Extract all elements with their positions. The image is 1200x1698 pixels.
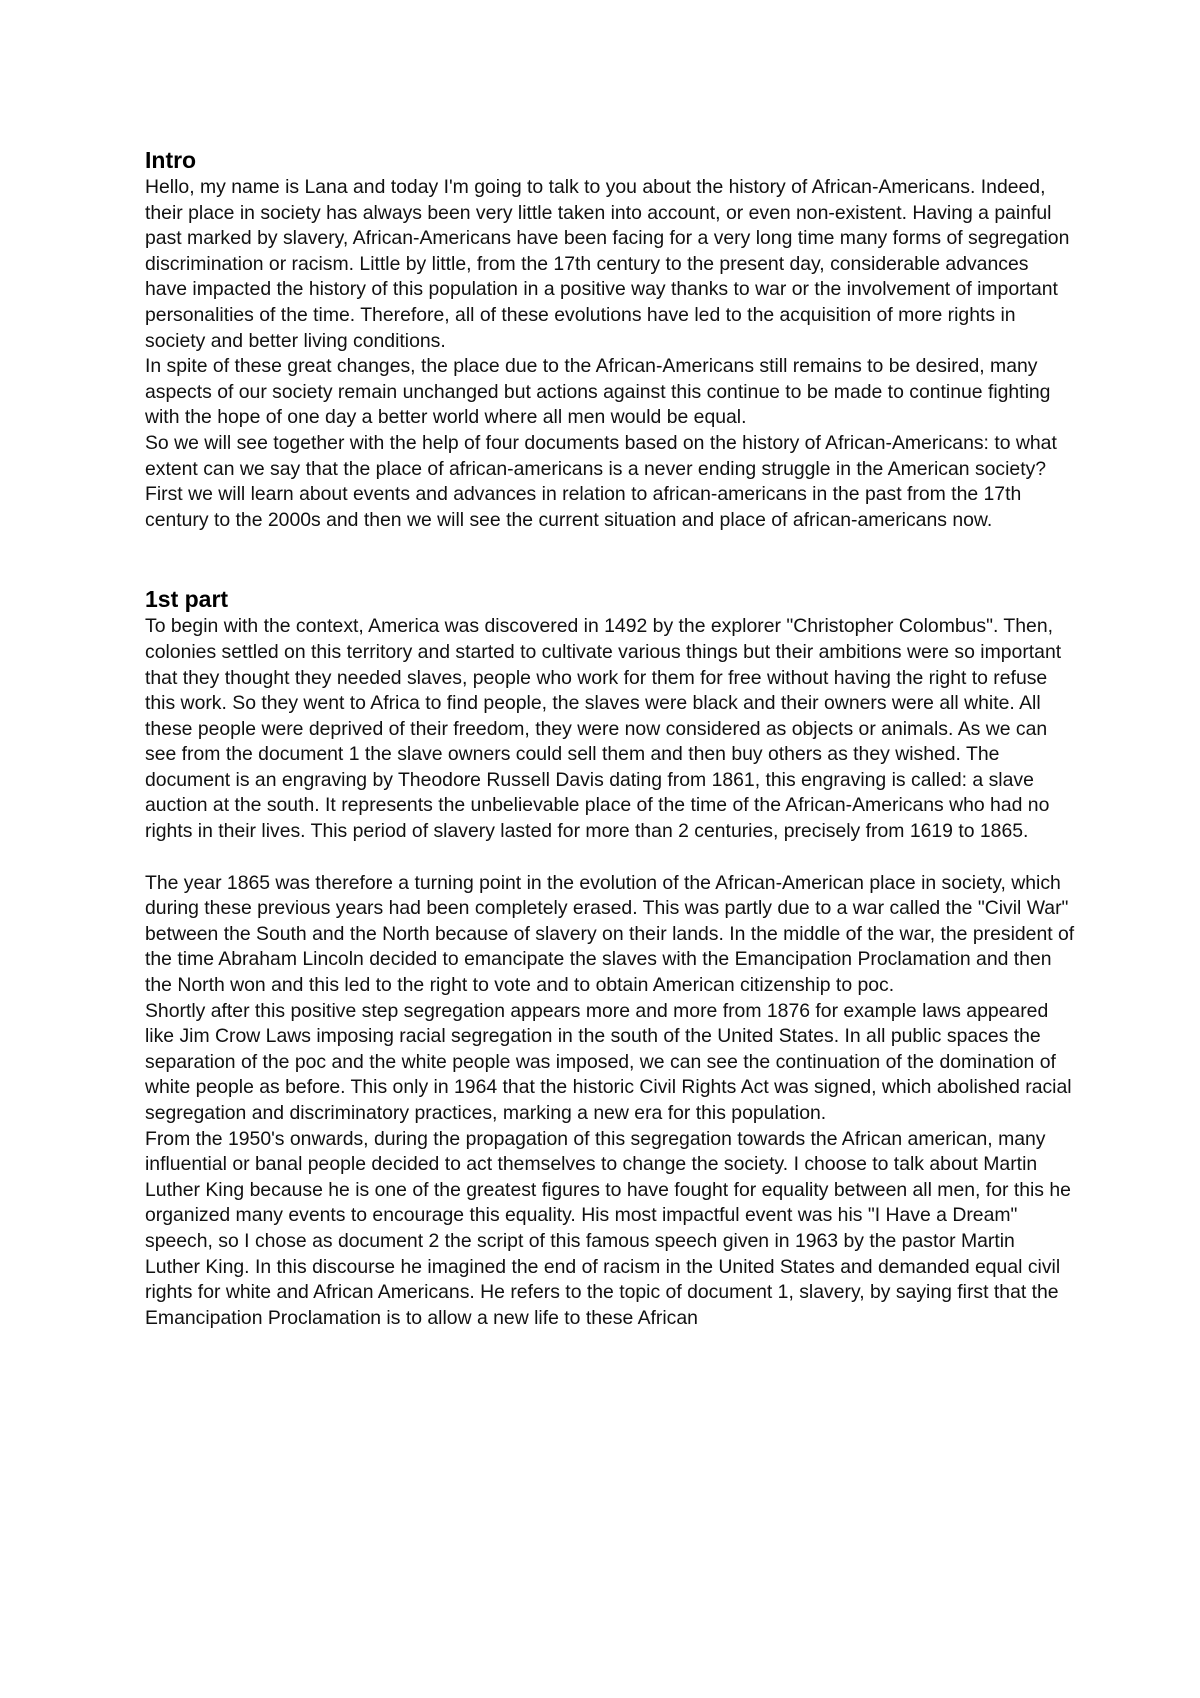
- first-part-paragraph-3: Shortly after this positive step segregation appears more and more from 1876 for example laws appeared like Jim Crow Laws imposing racial segregation in the south of the United States. In all public spaces the separation of the poc and the white people was imposed, we can see the continuation of the domination of white people as before. This only in 1964 that the historic Civil Rights Act was signed, which abolished racial segregation and discriminatory practices, marking a new era for this population.: [145, 999, 1072, 1124]
- paragraph-spacer: [145, 845, 1075, 871]
- intro-heading: Intro: [145, 147, 197, 173]
- first-part-heading: 1st part: [145, 586, 229, 613]
- intro-paragraph-2: In spite of these great changes, the place due to the African-Americans still remains to be desired, many aspects of our society remain unchanged but actions against this continue to be made to continue fighting with the hope of one day a better world where all men would be equal.: [145, 355, 1051, 429]
- document-page: [145, 146, 1075, 1331]
- intro-paragraph-1: Hello, my name is Lana and today I'm going to talk to you about the history of African-Americans. Indeed, their place in society has always been very little taken into account, or even non-existent. Having a painful past marked by slavery, African-Americans have been facing for a very long time many forms of segregation discrimination or racism. Little by little, from the 17th century to the present day, considerable advances have impacted the history of this population in a positive way thanks to war or the involvement of important personalities of the time. Therefore, all of these evolutions have led to the acquisition of more rights in society and better living conditions.: [145, 176, 1070, 352]
- section-spacer: [145, 533, 1075, 585]
- first-part-paragraph-1: To begin with the context, America was discovered in 1492 by the explorer "Christopher Colombus". Then, colonies settled on this territory and started to cultivate various things but their ambitions were so important that they thought they needed slaves, people who work for them for free without having the right to refuse this work. So they went to Africa to find people, the slaves were black and their owners were all white. All these people were deprived of their freedom, they were now considered as objects or animals. As we can see from the document 1 the slave owners could sell them and then buy others as they wished. The document is an engraving by Theodore Russell Davis dating from 1861, this engraving is called: a slave auction at the south. It represents the unbelievable place of the time of the African-Americans who had no rights in their lives. This period of slavery lasted for more than 2 centuries, precisely from 1619 to 1865.: [145, 615, 1062, 843]
- first-part-paragraph-2: The year 1865 was therefore a turning point in the evolution of the African-American place in society, which during these previous years had been completely erased. This was partly due to a war called the "Civil War" between the South and the North because of slavery on their lands. In the middle of the war, the president of the time Abraham Lincoln decided to emancipate the slaves with the Emancipation Proclamation and then the North won and this led to the right to vote and to obtain American citizenship to poc.: [145, 871, 1075, 997]
- first-part-paragraph-4: From the 1950's onwards, during the propagation of this segregation towards the African american, many influential or banal people decided to act themselves to change the society. I choose to talk about Martin Luther King because he is one of the greatest figures to have fought for equality between all men, for this he organized many events to encourage this equality. His most impactful event was his "I Have a Dream" speech, so I chose as document 2 the script of this famous speech given in 1963 by the pastor Martin Luther King. In this discourse he imagined the end of racism in the United States and demanded equal civil rights for white and African Americans. He refers to the topic of document 1, slavery, by saying first that the Emancipation Proclamation is to allow a new life to these African: [145, 1127, 1071, 1329]
- intro-paragraph-3: So we will see together with the help of four documents based on the history of African-Americans: to what extent can we say that the place of african-americans is a never ending struggle in the American society? First we will learn about events and advances in relation to african-americans in the past from the 17th century to the 2000s and then we will see the current situation and place of african-americans now.: [145, 431, 1057, 531]
